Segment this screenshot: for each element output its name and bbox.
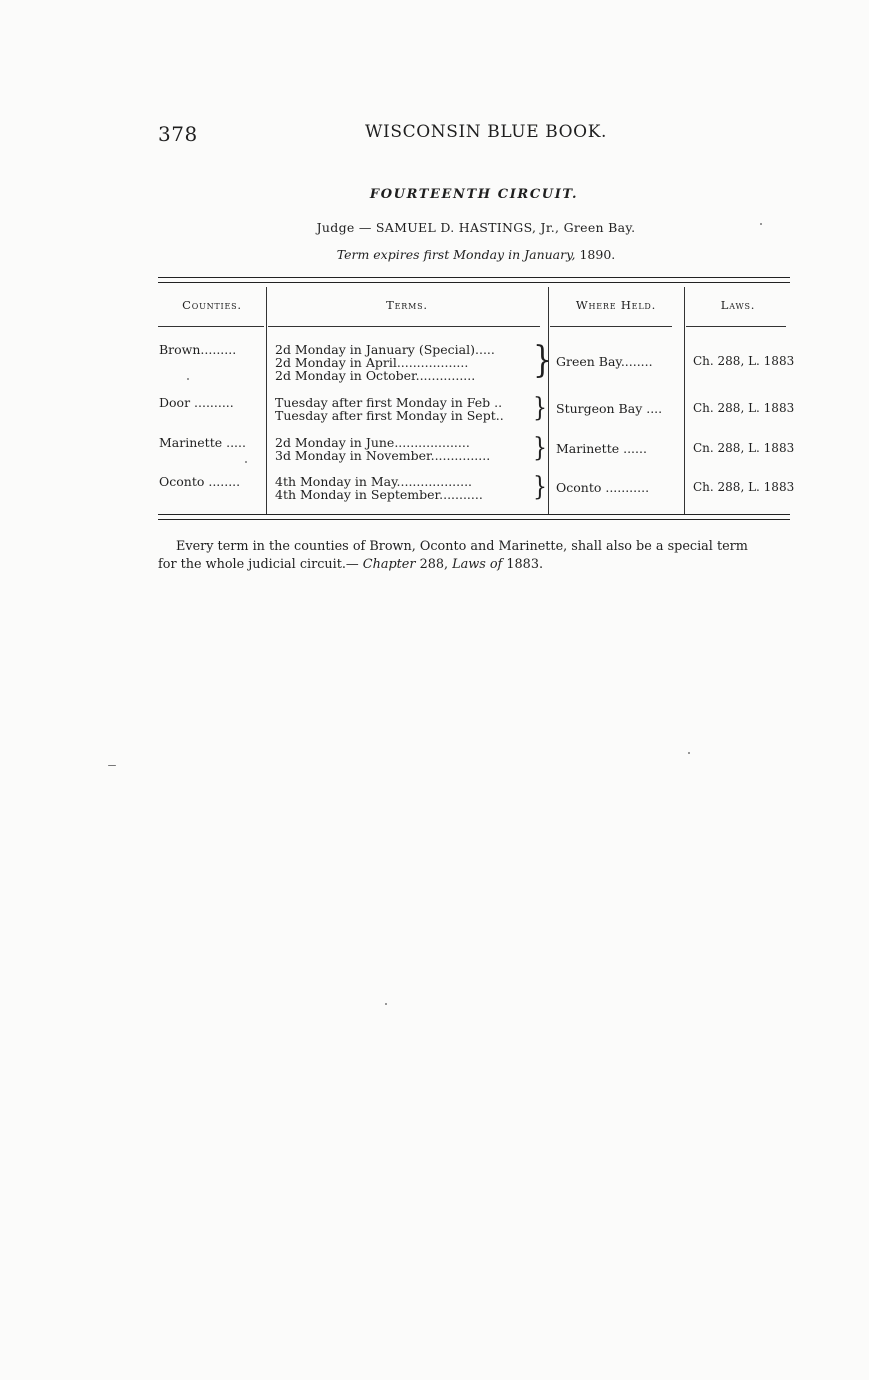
scan-speck (385, 1003, 387, 1005)
chapter-number: 288, (419, 557, 449, 572)
footnote-line: Every term in the counties of Brown, Oconto and Marinette, shall also be a special term (176, 539, 748, 554)
header-underline (158, 326, 264, 327)
header-underline (686, 326, 786, 327)
judge-line: Judge — SAMUEL D. HASTINGS, Jr., Green Bay. (316, 220, 636, 235)
header-underline (550, 326, 672, 327)
section-title: FOURTEENTH CIRCUIT. (369, 187, 579, 202)
county-cell: Marinette ..... (159, 435, 246, 450)
term-expiry-line (158, 247, 792, 262)
brace-glyph: } (533, 472, 547, 503)
brace-glyph: } (533, 433, 547, 464)
scan-speck (760, 223, 762, 225)
term-cell: 4th Monday in September........... (275, 487, 483, 502)
term-cell: 2d Monday in June................... (275, 435, 470, 450)
term-cell: Tuesday after first Monday in Sept.. (275, 408, 504, 423)
laws-year: 1883. (506, 557, 544, 572)
term-cell: 2d Monday in January (Special)..... (275, 342, 495, 357)
scan-speck (187, 378, 189, 380)
column-divider (684, 287, 685, 514)
footnote-text: for the whole judicial circuit.— (158, 557, 359, 572)
scan-speck (688, 752, 690, 754)
table-bottom-rule (158, 514, 790, 520)
law-cell: Ch. 288, L. 1883 (693, 401, 795, 415)
where-held-cell: Green Bay........ (556, 354, 653, 369)
column-divider (548, 287, 549, 514)
scan-speck (245, 461, 247, 463)
header-underline (268, 326, 540, 327)
page-number: 378 (158, 122, 198, 146)
column-divider (266, 287, 267, 514)
footnote-line (158, 556, 798, 574)
county-cell: Brown......... (159, 342, 237, 357)
column-header-laws: Laws. (720, 298, 756, 312)
laws-label: Laws of (452, 557, 503, 572)
brace-glyph: } (533, 339, 553, 382)
term-expiry-year: 1890. (579, 247, 616, 262)
where-held-cell: Oconto ........... (556, 480, 650, 495)
column-header-where-held: Where Held. (575, 298, 657, 312)
brace-glyph: } (533, 393, 547, 424)
chapter-label: Chapter (362, 557, 416, 572)
where-held-cell: Sturgeon Bay .... (556, 401, 663, 416)
law-cell: Ch. 288, L. 1883 (693, 480, 795, 494)
term-cell: 2d Monday in October............... (275, 368, 476, 383)
term-expiry-text: Term expires first Monday in January, (336, 247, 576, 262)
column-header-terms: Terms. (386, 298, 428, 312)
running-title: WISCONSIN BLUE BOOK. (364, 122, 608, 142)
term-cell: 3d Monday in November............... (275, 448, 491, 463)
page-header (158, 120, 790, 150)
table-top-rule (158, 277, 790, 283)
county-cell: Door .......... (159, 395, 234, 410)
where-held-cell: Marinette ...... (556, 441, 647, 456)
law-cell: Cn. 288, L. 1883 (693, 441, 795, 455)
law-cell: Ch. 288, L. 1883 (693, 354, 795, 368)
term-cell: 4th Monday in May................... (275, 474, 473, 489)
footnote-paragraph (158, 538, 798, 574)
column-header-counties: Counties. (182, 298, 242, 312)
term-cell: Tuesday after first Monday in Feb .. (275, 395, 503, 410)
scan-speck (108, 765, 116, 766)
term-cell: 2d Monday in April.................. (275, 355, 469, 370)
county-cell: Oconto ........ (159, 474, 241, 489)
